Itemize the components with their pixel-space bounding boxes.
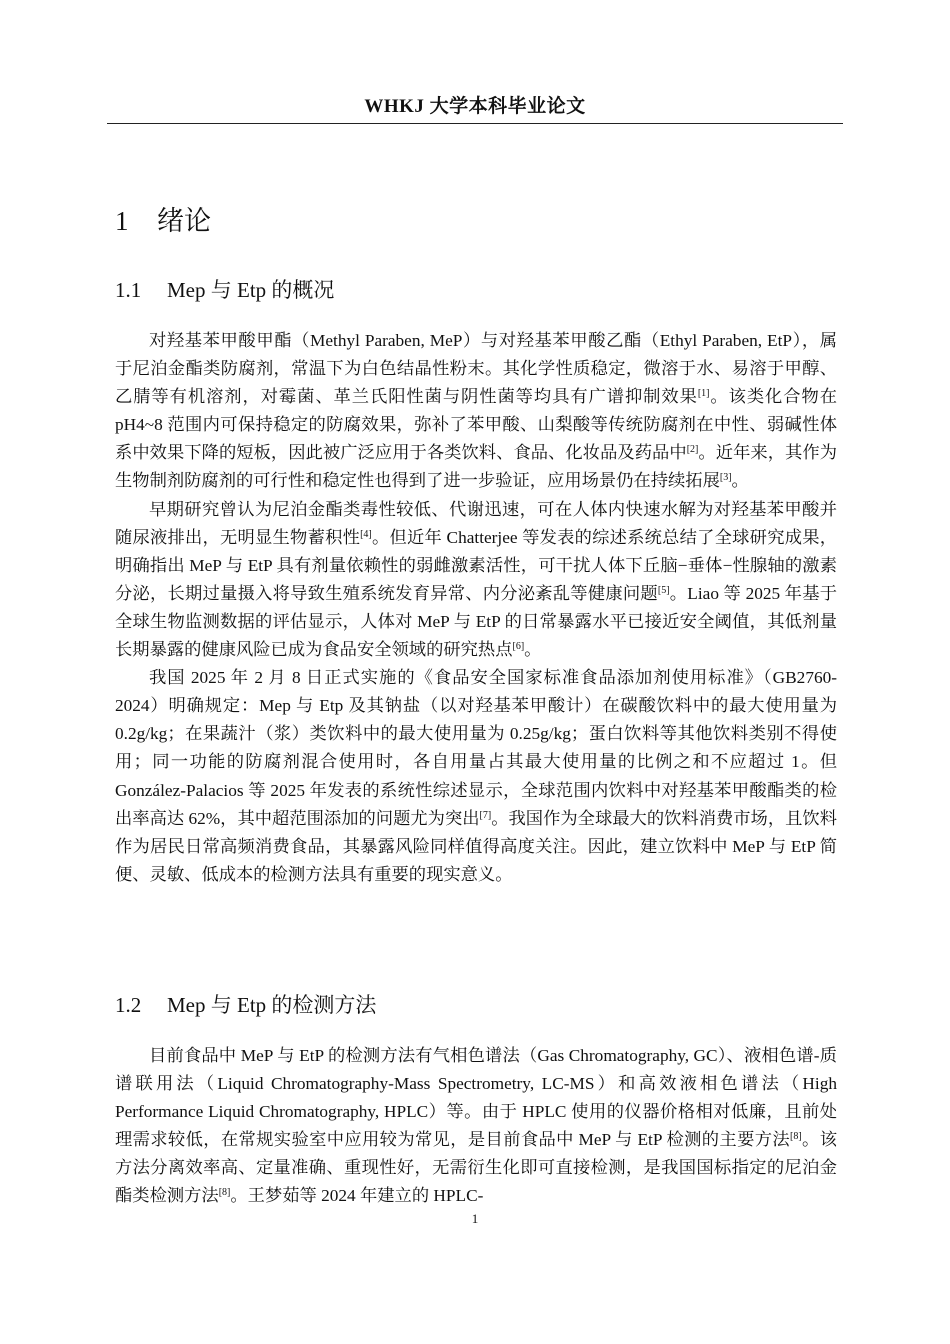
paragraph xyxy=(115,496,837,665)
paragraph-text: 。近年来，其作为生物制剂防腐剂的可行性和稳定性也得到了进一步验证，应用场景仍在持续拓展 xyxy=(115,443,837,491)
paragraph-text: 。我国作为全球最大的饮料消费市场，且饮料作为居民日常高频消费食品，其暴露风险同样值得高度关注。因此，建立饮料中 MeP 与 EtP 简便、灵敏、低成本的检测方法具有重要的现实意义。 xyxy=(115,808,837,884)
paragraph-text: 。该类化合物在 pH4~8 范围内可保持稳定的防腐效果，弥补了苯甲酸、山梨酸等传统防腐剂在中性、弱碱性体系中效果下降的短板，因此被广泛应用于各类饮料、食品、化妆品及药品中 xyxy=(115,387,837,463)
citation: [5] xyxy=(657,584,670,596)
paragraph-text: 。但近年 Chatterjee 等发表的综述系统总结了全球研究成果，明确指出 MeP 与 EtP 具有剂量依赖性的弱雌激素活性，可干扰人体下丘脑−垂体−性腺轴的激素分泌，长期过量摄入将导致生殖系统发育异常、内分泌紊乱等健康问题 xyxy=(115,527,837,603)
section-heading-1-2 xyxy=(115,990,376,1020)
header-title: WHKJ 大学本科毕业论文 xyxy=(364,96,586,117)
paragraph xyxy=(115,1042,837,1211)
paragraph-text: 。 xyxy=(731,471,749,491)
page-header xyxy=(107,92,843,124)
paragraph-text: 。Liao 等 2025 年基于全球生物监测数据的评估显示，人体对 MeP 与 EtP 的日常暴露水平已接近安全阈值，其低剂量长期暴露的健康风险已成为食品安全领域的研究热点 xyxy=(115,583,837,660)
citation: [3] xyxy=(719,472,732,484)
paragraph-text: 早期研究曾认为尼泊金酯类毒性较低、代谢迅速，可在人体内快速水解为对羟基苯甲酸并随尿液排出，无明显生物蓄积性 xyxy=(115,499,837,547)
chapter-number: 1 xyxy=(115,206,129,236)
citation: [8] xyxy=(790,1131,802,1143)
section-number: 1.1 xyxy=(115,278,142,302)
chapter-heading xyxy=(115,203,211,239)
paragraph-text: 对羟基苯甲酸甲酯（Methyl Paraben, MeP）与对羟基苯甲酸乙酯（Ethyl Paraben, EtP），属于尼泊金酯类防腐剂，常温下为白色结晶性粉末。其化学性质稳定，微溶于水、易溶于甲醇、乙腈等有机溶剂，对霉菌、革兰氏阳性菌与阴性菌等均具有广谱抑制效果 xyxy=(115,331,837,407)
paragraph xyxy=(115,327,837,496)
paragraph-text: 。王梦茹等 2024 年建立的 HPLC- xyxy=(230,1186,484,1206)
section-1-1-body xyxy=(115,327,837,889)
citation: [8] xyxy=(218,1187,231,1199)
paragraph-text: 目前食品中 MeP 与 EtP 的检测方法有气相色谱法（Gas Chromatography, GC）、液相色谱-质谱联用法（Liquid Chromatography-Mass Spectrometry, LC-MS）和高效液相色谱法（High Performance Liquid Chromatography, HPLC）等。由于 HPLC 使用的仪器价格相对低廉，且前处理需求较低，在常规实验室中应用较为常见，是目前食品中 MeP 与 EtP 检测的主要方法 xyxy=(115,1046,837,1150)
citation: [2] xyxy=(686,444,699,456)
section-title: Mep 与 Etp 的概况 xyxy=(167,278,335,302)
section-1-2-body xyxy=(115,1042,837,1211)
section-number: 1.2 xyxy=(115,993,142,1017)
citation: [1] xyxy=(697,388,710,400)
citation: [7] xyxy=(479,809,492,821)
chapter-title: 绪论 xyxy=(157,206,211,236)
paragraph xyxy=(115,664,837,889)
section-title: Mep 与 Etp 的检测方法 xyxy=(167,993,377,1017)
citation: [6] xyxy=(512,641,525,653)
paragraph-text: 。该方法分离效率高、定量准确、重现性好，无需衍生化即可直接检测，是我国国标指定的尼泊金酯类检测方法 xyxy=(115,1130,837,1206)
paragraph-text: 我国 2025 年 2 月 8 日正式实施的《食品安全国家标准食品添加剂使用标准》（GB2760-2024）明确规定：Mep 与 Etp 及其钠盐（以对羟基苯甲酸计）在碳酸饮料中的最大使用量为 0.2g/kg；在果蔬汁（浆）类饮料中的最大使用量为 0.25g/kg；蛋白饮料等其他饮料类别不得使用；同一功能的防腐剂混合使用时，各自用量占其最大使用量的比例之和不应超过 1。但 González-Palacios 等 2025 年发表的系统性综述显示，全球范围内饮料中对羟基苯甲酸酯类的检出率高达 62%，其中超范围添加的问题尤为突出 xyxy=(115,668,837,828)
page-number: 1 xyxy=(471,1211,479,1226)
citation: [4] xyxy=(360,528,372,540)
paragraph-text: 。 xyxy=(524,640,542,660)
section-heading-1-1 xyxy=(115,275,334,305)
